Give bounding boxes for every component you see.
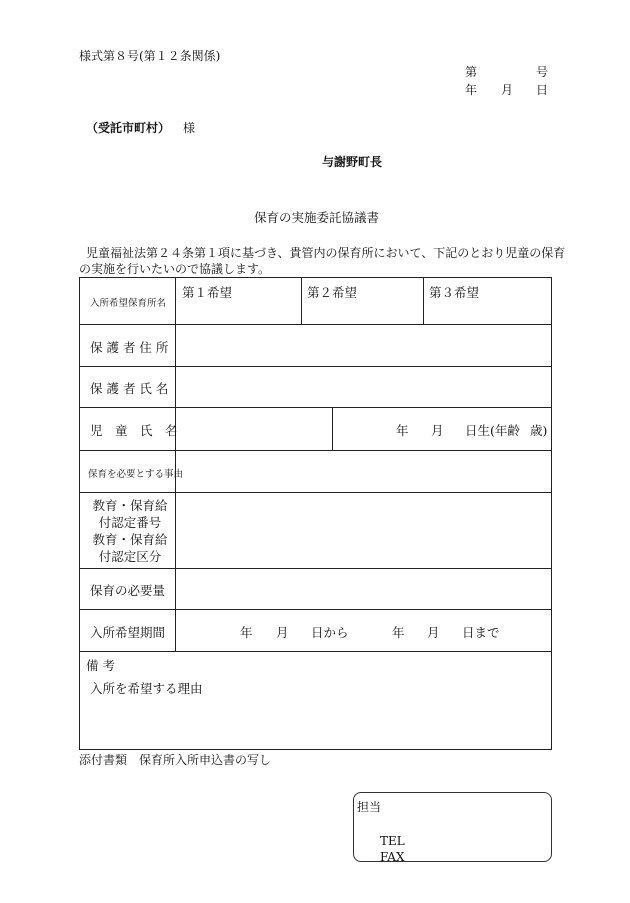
birth-day-age-label: 日生(年齢 — [465, 423, 520, 438]
period-to-year: 年 — [392, 625, 405, 640]
document-number-prefix: 第 — [465, 65, 478, 79]
period-to-month: 月 — [427, 625, 440, 640]
birth-year-label: 年 — [396, 423, 409, 438]
date-day-label: 日 — [536, 83, 549, 97]
addressee-honorific: 様 — [183, 121, 196, 135]
contact-fax-label: FAX — [380, 850, 405, 864]
intro-line-1: 児童福祉法第２４条第１項に基づき、貴管内の保育所において、下記のとおり児童の保育 — [86, 246, 566, 260]
sender-name: 与謝野町長 — [322, 155, 383, 169]
age-unit-label: 歳) — [530, 423, 548, 438]
contact-box — [353, 792, 552, 862]
birth-month-label: 月 — [431, 423, 444, 438]
period-from-month: 月 — [276, 625, 289, 640]
form-number: 様式第８号(第１２条関係) — [79, 49, 221, 63]
certification-label — [90, 497, 170, 565]
document-number-suffix: 号 — [536, 65, 549, 79]
certification-number-line-1: 教育・保育給 — [92, 498, 168, 513]
guardian-name-label: 保 護 者 氏 名 — [90, 381, 169, 396]
contact-tel-label: TEL — [380, 834, 405, 848]
attachments-note: 添付書類 保育所入所申込書の写し — [79, 753, 272, 767]
date-month-label: 月 — [501, 83, 514, 97]
care-reason-label: 保育を必要とする事由 — [88, 469, 184, 480]
period-from-year: 年 — [240, 625, 253, 640]
agreement-table — [79, 277, 552, 750]
period-to-day: 日まで — [462, 625, 500, 640]
remarks-heading: 備 考 — [86, 658, 115, 673]
intro-line-2: の実施を行いたいので協議します。 — [79, 262, 271, 276]
child-name-label: 児 童 氏 名 — [90, 423, 178, 438]
certification-category-line-1: 教育・保育給 — [92, 532, 168, 547]
certification-number-line-2: 付認定番号 — [98, 515, 162, 530]
third-choice-label: 第３希望 — [429, 285, 480, 300]
date-year-label: 年 — [465, 83, 478, 97]
second-choice-label: 第２希望 — [307, 285, 358, 300]
preferred-nursery-label: 入所希望保育所名 — [90, 298, 167, 309]
document-title: 保育の実施委託協議書 — [254, 210, 380, 225]
contact-person-label: 担当 — [357, 800, 382, 814]
desired-period-label: 入所希望期間 — [90, 625, 166, 640]
first-choice-label: 第１希望 — [182, 285, 233, 300]
certification-category-line-2: 付認定区分 — [98, 549, 162, 564]
guardian-address-label: 保 護 者 住 所 — [90, 340, 169, 355]
addressee-name: （受託市町村） — [86, 121, 171, 135]
period-from-day: 日から — [311, 625, 349, 640]
care-amount-label: 保育の必要量 — [90, 583, 166, 598]
reason-for-admission-label: 入所を希望する理由 — [90, 681, 203, 696]
